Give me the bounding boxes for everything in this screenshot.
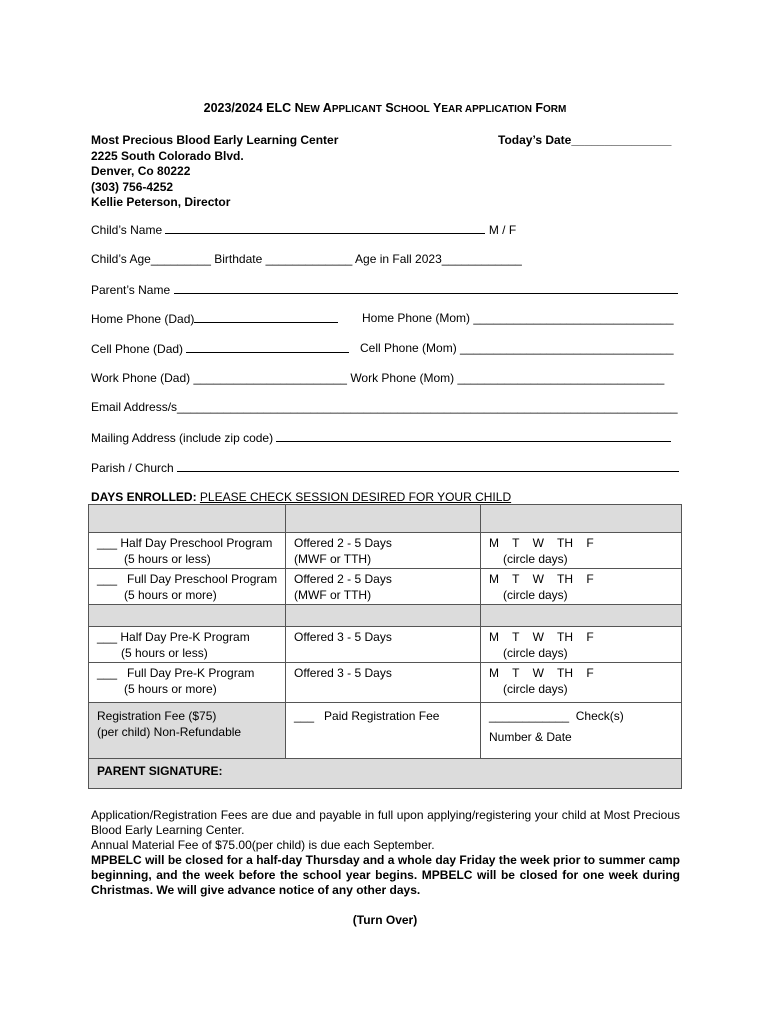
mailing-address-label: Mailing Address (include zip code)	[91, 431, 274, 445]
parents-name-label: Parent’s Name	[91, 283, 171, 297]
childs-age-birthdate-row[interactable]: Child’s Age_________ Birthdate _____________ Age in Fall 2023____________	[91, 252, 522, 266]
registration-fee-note: (per child) Non-Refundable	[97, 725, 242, 739]
parent-signature-field[interactable]: PARENT SIGNATURE:	[89, 759, 682, 789]
program-name: ___ Half Day Preschool Program	[97, 536, 273, 550]
cell-phone-dad-input[interactable]	[186, 341, 349, 353]
table-row	[89, 533, 682, 569]
registration-fee-label: Registration Fee ($75)	[97, 709, 217, 723]
form-title: 2023/2024 ELC NEW APPLICANT SCHOOL YEAR APPLICATION FORM	[203, 101, 567, 115]
home-phone-dad-input[interactable]	[194, 311, 338, 323]
program-name: ___ Half Day Pre-K Program	[97, 630, 250, 644]
paid-registration-fee-checkbox[interactable]: ___ Paid Registration Fee	[294, 709, 440, 723]
table-separator-row	[89, 605, 682, 627]
turn-over-label: (Turn Over)	[352, 913, 418, 927]
home-phone-mom-field[interactable]: Home Phone (Mom) ______________________________	[362, 311, 674, 325]
offered-days: Offered 3 - 5 Days	[294, 666, 392, 680]
day-options[interactable]: M T W TH F	[489, 536, 594, 550]
program-name: ___ Full Day Preschool Program	[97, 572, 278, 586]
material-fee-note: Annual Material Fee of $75.00(per child) is due each September.	[91, 838, 435, 852]
day-options[interactable]: M T W TH F	[489, 630, 594, 644]
parents-name-row	[91, 282, 691, 297]
todays-date-field[interactable]: Today’s Date_______________	[498, 133, 672, 147]
signature-row	[89, 759, 682, 789]
days-enrolled-instruction: PLEASE CHECK SESSION DESIRED FOR YOUR CHILD	[199, 490, 512, 504]
gender-label: M / F	[488, 223, 517, 237]
circle-days-hint: (circle days)	[503, 588, 568, 602]
childs-name-row	[91, 222, 691, 237]
mailing-address-input[interactable]	[276, 430, 671, 442]
circle-days-hint: (circle days)	[503, 682, 568, 696]
table-row	[89, 627, 682, 663]
parish-label: Parish / Church	[91, 461, 174, 475]
org-address-block	[91, 133, 338, 211]
org-phone: (303) 756-4252	[91, 179, 174, 194]
check-number-date-label: Number & Date	[489, 730, 572, 744]
program-hours: (5 hours or less)	[124, 552, 211, 566]
sessions-table	[88, 504, 682, 789]
parish-input[interactable]	[177, 460, 679, 472]
org-name: Most Precious Blood Early Learning Center	[91, 133, 339, 147]
home-phone-dad-label: Home Phone (Dad)	[91, 312, 195, 326]
table-header-row	[89, 505, 682, 533]
offered-days: Offered 2 - 5 Days	[294, 572, 392, 586]
program-hours: (5 hours or less)	[121, 646, 208, 660]
program-name: ___ Full Day Pre-K Program	[97, 666, 255, 680]
circle-days-hint: (circle days)	[503, 552, 568, 566]
circle-days-hint: (circle days)	[503, 646, 568, 660]
offered-schedule: (MWF or TTH)	[294, 588, 372, 602]
offered-schedule: (MWF or TTH)	[294, 552, 372, 566]
days-enrolled-heading	[91, 490, 511, 504]
day-options[interactable]: M T W TH F	[489, 572, 594, 586]
mailing-address-row	[91, 430, 691, 445]
program-hours: (5 hours or more)	[124, 682, 217, 696]
parents-name-input[interactable]	[174, 282, 678, 294]
home-phone-dad-row	[91, 311, 338, 326]
work-phone-row[interactable]: Work Phone (Dad) _______________________ Work Phone (Mom) _______________________________	[91, 371, 665, 385]
table-row	[89, 569, 682, 605]
check-number-field[interactable]: ____________ Check(s)	[489, 709, 624, 723]
registration-fee-row	[89, 703, 682, 759]
notes-block	[91, 808, 680, 898]
childs-name-label: Child’s Name	[91, 223, 163, 237]
org-director: Kellie Peterson, Director	[91, 195, 231, 209]
parish-row	[91, 460, 691, 475]
childs-name-input[interactable]	[165, 222, 485, 234]
day-options[interactable]: M T W TH F	[489, 666, 594, 680]
cell-phone-dad-row	[91, 341, 349, 356]
closures-note: MPBELC will be closed for a half-day Thursday and a whole day Friday the week prior to summer camp beginning, and the week before the school year begins. MPBELC will be closed for one week during Christmas. We will give advance notice of any other days.	[91, 853, 680, 897]
days-enrolled-label: DAYS ENROLLED:	[91, 490, 197, 504]
fees-due-note: Application/Registration Fees are due and payable in full upon applying/registering your child at Most Precious Blood Early Learning Center.	[91, 808, 680, 837]
program-hours: (5 hours or more)	[124, 588, 217, 602]
org-address-line-1: 2225 South Colorado Blvd.	[91, 148, 244, 163]
email-field[interactable]: Email Address/s___________________________________________________________________________	[91, 400, 678, 414]
offered-days: Offered 3 - 5 Days	[294, 630, 392, 644]
table-row	[89, 663, 682, 703]
cell-phone-dad-label: Cell Phone (Dad)	[91, 342, 184, 356]
offered-days: Offered 2 - 5 Days	[294, 536, 392, 550]
cell-phone-mom-field[interactable]: Cell Phone (Mom) ________________________________	[360, 341, 674, 355]
org-address-line-2: Denver, Co 80222	[91, 164, 191, 178]
